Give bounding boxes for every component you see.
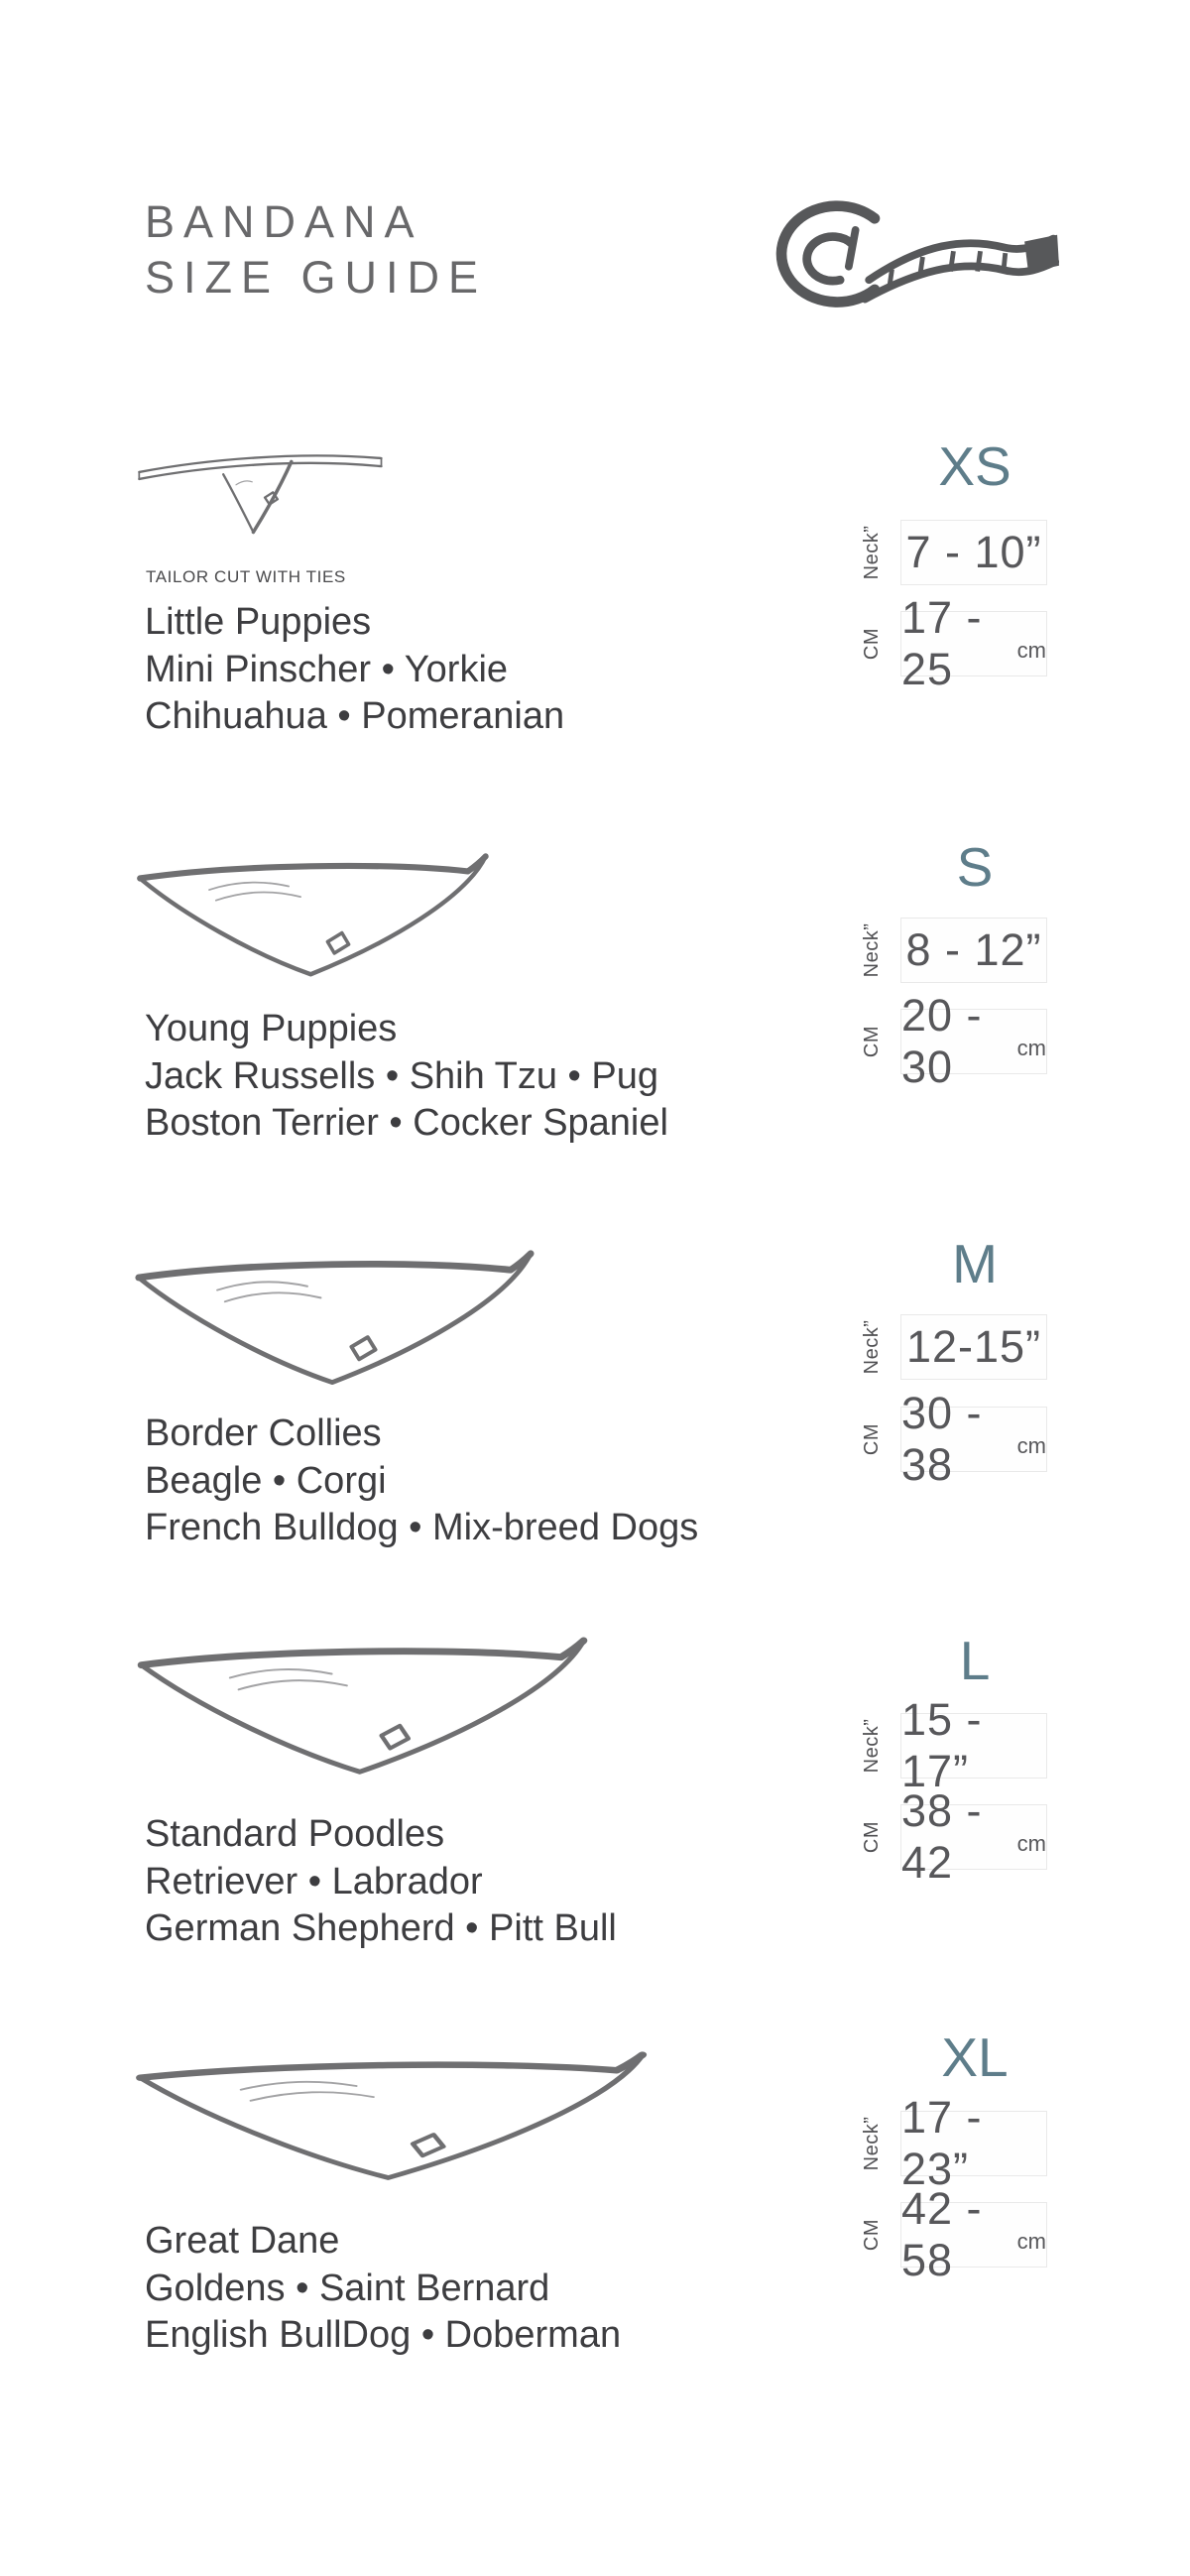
s-neck-inches-box <box>900 918 1047 983</box>
l-neck-cm-box <box>900 1785 1047 1888</box>
measuring-tape-icon <box>752 182 1059 337</box>
breed-line: Border Collies <box>145 1412 382 1454</box>
xs-neck-inches-box <box>900 520 1047 585</box>
neck-inches-value: 12-15” <box>905 1321 1042 1372</box>
cm-suffix: cm <box>1016 638 1046 663</box>
breed-line: Little Puppies <box>145 601 372 643</box>
cm-unit-label: CM <box>860 627 883 661</box>
size-label-m: M <box>952 1233 998 1294</box>
bandana-s-illustration <box>135 851 490 992</box>
breed-line: Great Dane <box>145 2220 340 2262</box>
neck-cm-value: 42 - 58 <box>901 2183 983 2285</box>
neck-unit-label: Neck” <box>860 1718 883 1774</box>
neck-unit-label: Neck” <box>860 2116 883 2171</box>
neck-cm-value: 17 - 25 <box>901 592 983 694</box>
bandana-xl-illustration <box>133 2049 649 2196</box>
xs-caption: TAILOR CUT WITH TIES <box>146 567 346 586</box>
xl-neck-cm-box <box>900 2183 1047 2285</box>
breed-line: Mini Pinscher • Yorkie <box>145 648 509 690</box>
page-title-line1: BANDANA <box>145 196 423 247</box>
cm-suffix: cm <box>1016 1433 1046 1458</box>
bandana-m-illustration <box>133 1248 536 1402</box>
page-title <box>145 194 487 306</box>
neck-cm-value: 20 - 30 <box>901 990 983 1092</box>
breed-line: Boston Terrier • Cocker Spaniel <box>145 1102 668 1144</box>
neck-unit-label: Neck” <box>860 1319 883 1375</box>
xl-neck-inches-box <box>900 2092 1047 2194</box>
neck-cm-value: 30 - 38 <box>901 1388 983 1490</box>
neck-inches-value: 8 - 12” <box>905 924 1042 975</box>
breed-line: Standard Poodles <box>145 1813 445 1855</box>
breed-line: Jack Russells • Shih Tzu • Pug <box>145 1054 659 1097</box>
l-breed-list <box>145 1811 617 1953</box>
neck-inches-value: 7 - 10” <box>905 527 1042 577</box>
s-breed-list <box>145 1006 668 1148</box>
breed-line: Retriever • Labrador <box>145 1860 483 1902</box>
neck-inches-value: 15 - 17” <box>901 1694 983 1796</box>
xs-neck-cm-box <box>900 592 1047 694</box>
breed-line: Young Puppies <box>145 1008 398 1049</box>
page-title-line2: SIZE GUIDE <box>145 252 488 303</box>
cm-suffix: cm <box>1016 1036 1046 1060</box>
bandana-l-illustration <box>135 1635 589 1791</box>
breed-line: Chihuahua • Pomeranian <box>145 695 565 737</box>
m-neck-inches-box <box>900 1314 1047 1380</box>
breed-line: German Shepherd • Pitt Bull <box>145 1907 617 1949</box>
size-label-xl: XL <box>941 2026 1009 2088</box>
size-label-xs: XS <box>938 435 1012 497</box>
xs-breed-list <box>145 599 564 741</box>
size-label-l: L <box>959 1630 991 1691</box>
m-breed-list <box>145 1411 698 1552</box>
bandana-xs-illustration <box>137 444 385 543</box>
breed-line: English BullDog • Doberman <box>145 2314 622 2356</box>
xl-breed-list <box>145 2218 621 2360</box>
neck-inches-value: 17 - 23” <box>901 2092 983 2194</box>
m-neck-cm-box <box>900 1388 1047 1490</box>
breed-line: Goldens • Saint Bernard <box>145 2267 550 2309</box>
cm-suffix: cm <box>1016 1831 1046 1856</box>
l-neck-inches-box <box>900 1694 1047 1796</box>
cm-unit-label: CM <box>860 1025 883 1058</box>
cm-unit-label: CM <box>860 2218 883 2252</box>
neck-unit-label: Neck” <box>860 922 883 978</box>
neck-unit-label: Neck” <box>860 525 883 580</box>
cm-suffix: cm <box>1016 2229 1046 2254</box>
cm-unit-label: CM <box>860 1820 883 1854</box>
s-neck-cm-box <box>900 990 1047 1092</box>
breed-line: French Bulldog • Mix-breed Dogs <box>145 1507 699 1548</box>
neck-cm-value: 38 - 42 <box>901 1785 983 1888</box>
breed-line: Beagle • Corgi <box>145 1459 387 1502</box>
size-label-s: S <box>956 836 994 898</box>
cm-unit-label: CM <box>860 1422 883 1456</box>
